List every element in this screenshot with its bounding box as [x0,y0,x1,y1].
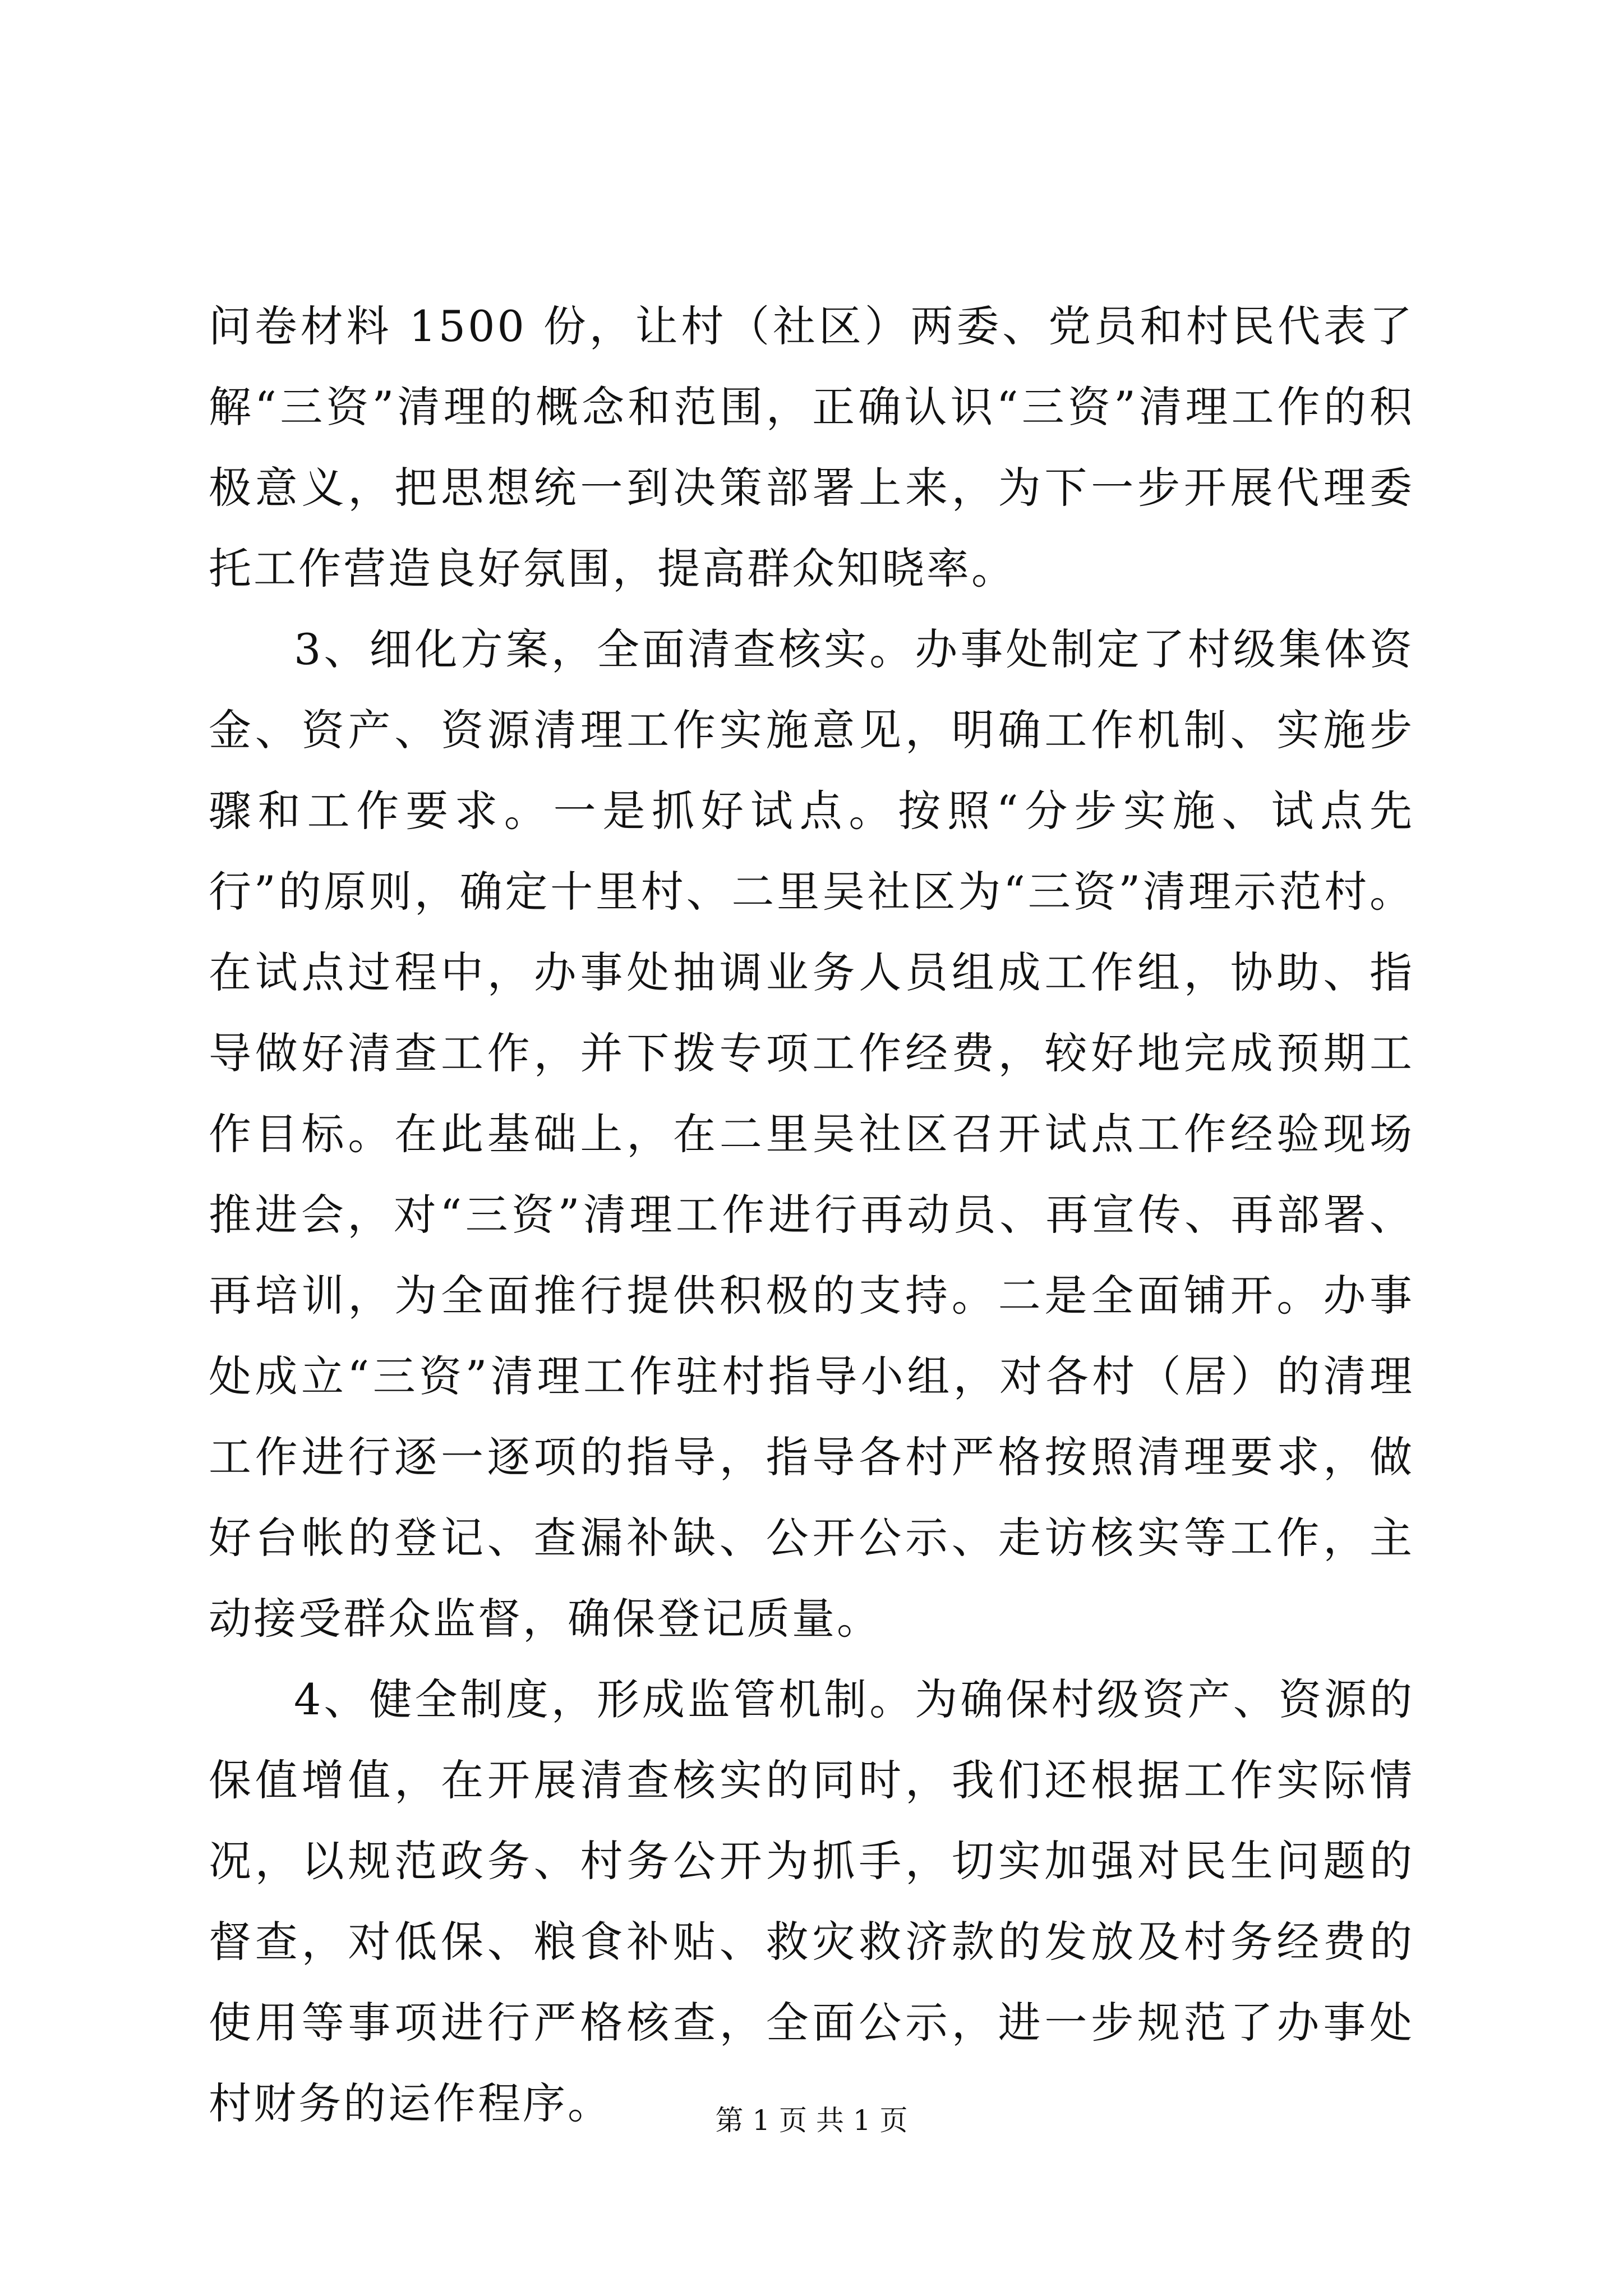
document-body [209,286,1414,2144]
paragraph-3: 4、健全制度，形成监管机制。为确保村级资产、资源的保值增值，在开展清查核实的同时，我们还根据工作实际情况，以规范政务、村务公开为抓手，切实加强对民生问题的督查，对低保、粮食补贴、救灾救济款的发放及村务经费的使用等事项进行严格核查，全面公示，进一步规范了办事处村财务的运作程序。 [209,1674,1414,2128]
page-number-label: 第 1 页 共 1 页 [715,2104,908,2137]
paragraph-2: 3、细化方案，全面清查核实。办事处制定了村级集体资金、资产、资源清理工作实施意见，明确工作机制、实施步骤和工作要求。一是抓好试点。按照“分步实施、试点先行”的原则，确定十里村、二里吴社区为“三资”清理示范村。在试点过程中，办事处抽调业务人员组成工作组，协助、指导做好清查工作，并下拨专项工作经费，较好地完成预期工作目标。在此基础上，在二里吴社区召开试点工作经验现场推进会，对“三资”清理工作进行再动员、再宣传、再部署、再培训，为全面推行提供积极的支持。二是全面铺开。办事处成立“三资”清理工作驻村指导小组，对各村（居）的清理工作进行逐一逐项的指导，指导各村严格按照清理要求，做好台帐的登记、查漏补缺、公开公示、走访核实等工作，主动接受群众监督，确保登记质量。 [209,624,1414,1644]
paragraph-1: 问卷材料 1500 份，让村（社区）两委、党员和村民代表了解“三资”清理的概念和范围，正确认识“三资”清理工作的积极意义，把思想统一到决策部署上来，为下一步开展代理委托工作营造良好氛围，提高群众知晓率。 [209,301,1414,593]
page-footer [0,2101,1623,2140]
